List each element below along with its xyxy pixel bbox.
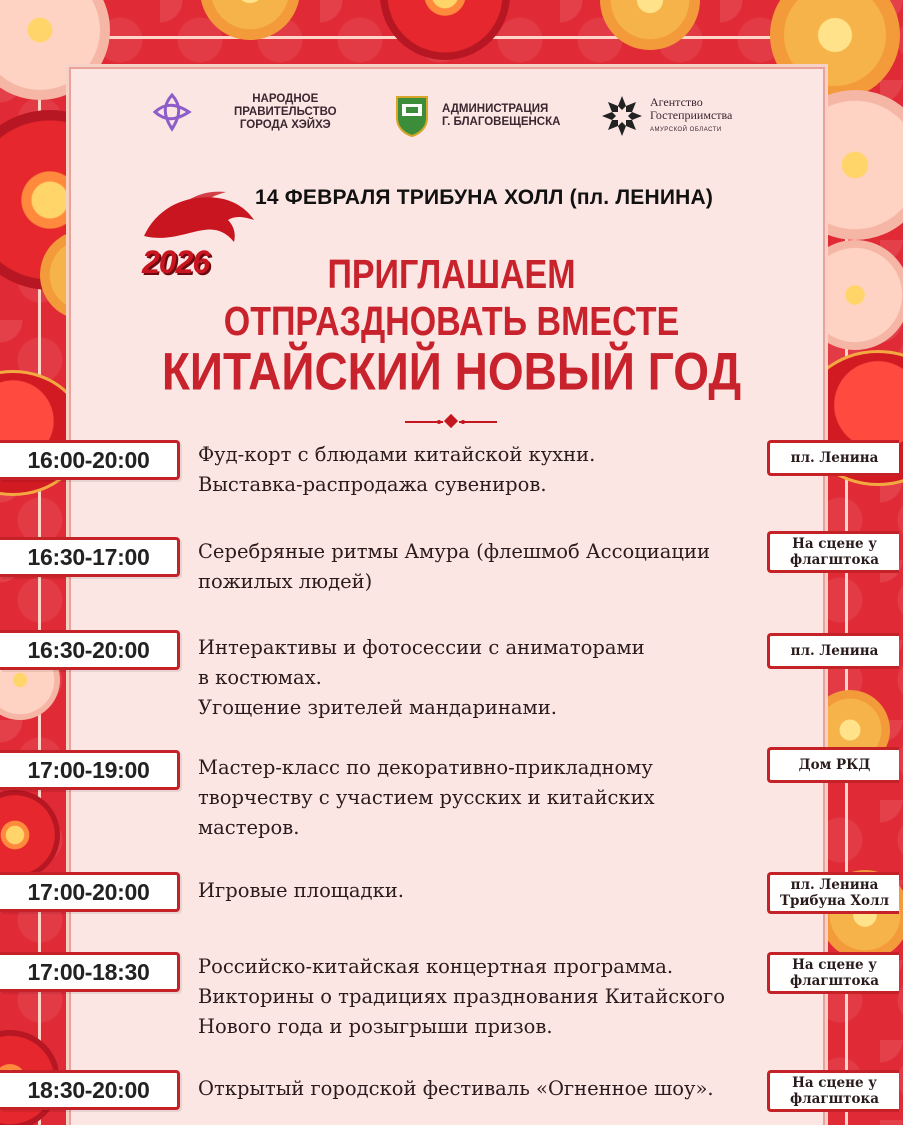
location-badge: На сцене у флагштока — [767, 1070, 899, 1112]
logo-text-line: ГОРОДА ХЭЙХЭ — [239, 118, 331, 131]
event-description — [198, 633, 773, 723]
logo-heihe — [150, 88, 337, 136]
lotus-icon — [150, 88, 194, 136]
description-line: в костюмах. — [198, 666, 322, 689]
logo-text-line: НАРОДНОЕ — [252, 92, 319, 105]
event-date-location: 14 ФЕВРАЛЯ ТРИБУНА ХОЛЛ (пл. ЛЕНИНА) — [255, 186, 714, 209]
description-line: Викторины о традициях празднования Китайского — [198, 985, 725, 1008]
title-line-2: ОТПРАЗДНОВАТЬ ВМЕСТЕ — [223, 299, 680, 345]
time-slot: 17:00-19:00 — [0, 750, 180, 790]
event-description — [198, 876, 773, 906]
location-badge: На сцене у флагштока — [767, 531, 899, 573]
time-slot: 16:30-20:00 — [0, 630, 180, 670]
logo-administration — [390, 92, 560, 140]
event-description — [198, 753, 773, 843]
logo-text-line: Гостеприимства — [650, 107, 733, 122]
event-description — [198, 952, 773, 1042]
time-slot: 16:00-20:00 — [0, 440, 180, 480]
description-line: творчеству с участием русских и китайских — [198, 786, 655, 809]
location-badge: пл. Ленина — [767, 440, 899, 476]
location-badge: пл. Ленина — [767, 633, 899, 669]
logo-hospitality-agency — [600, 92, 732, 140]
snowflake-icon — [600, 92, 644, 140]
description-line: Фуд-корт с блюдами китайской кухни. — [198, 443, 596, 466]
location-badge: На сцене у флагштока — [767, 952, 899, 994]
description-line: Выставка-распродажа сувениров. — [198, 473, 547, 496]
description-line: мастеров. — [198, 816, 300, 839]
coat-of-arms-icon — [390, 92, 434, 140]
logo-subtext: АМУРСКОЙ ОБЛАСТИ — [650, 126, 722, 133]
description-line: Открытый городской фестиваль «Огненное шоу». — [198, 1077, 714, 1100]
logo-text-line: Агентство — [650, 94, 703, 109]
flower-decoration — [200, 0, 300, 40]
logo-text-line: Г. БЛАГОВЕЩЕНСКА — [442, 116, 561, 128]
description-line: Российско-китайская концертная программа. — [198, 955, 674, 978]
time-slot: 16:30-17:00 — [0, 537, 180, 577]
year-label: 2026 — [142, 244, 210, 280]
location-badge: Дом РКД — [767, 747, 899, 783]
partner-logos — [150, 88, 770, 148]
description-line: Серебряные ритмы Амура (флешмоб Ассоциации — [198, 540, 710, 563]
ornament-divider — [405, 418, 497, 426]
event-description — [198, 440, 773, 500]
title-line-1: ПРИГЛАШАЕМ — [327, 252, 576, 298]
description-line: пожилых людей) — [198, 570, 373, 593]
logo-text-line: АДМИНИСТРАЦИЯ — [442, 103, 549, 115]
event-description — [198, 537, 773, 597]
description-line: Угощение зрителей мандаринами. — [198, 696, 557, 719]
time-slot: 18:30-20:00 — [0, 1070, 180, 1110]
description-line: Мастер-класс по декоративно-прикладному — [198, 756, 653, 779]
event-description — [198, 1074, 773, 1104]
time-slot: 17:00-20:00 — [0, 872, 180, 912]
description-line: Нового года и розыгрыши призов. — [198, 1015, 553, 1038]
time-slot: 17:00-18:30 — [0, 952, 180, 992]
location-badge: пл. Ленина Трибуна Холл — [767, 872, 899, 914]
description-line: Игровые площадки. — [198, 879, 404, 902]
logo-text-line: ПРАВИТЕЛЬСТВО — [234, 105, 337, 118]
title-line-3: КИТАЙСКИЙ НОВЫЙ ГОД — [161, 341, 742, 401]
description-line: Интерактивы и фотосессии с аниматорами — [198, 636, 645, 659]
